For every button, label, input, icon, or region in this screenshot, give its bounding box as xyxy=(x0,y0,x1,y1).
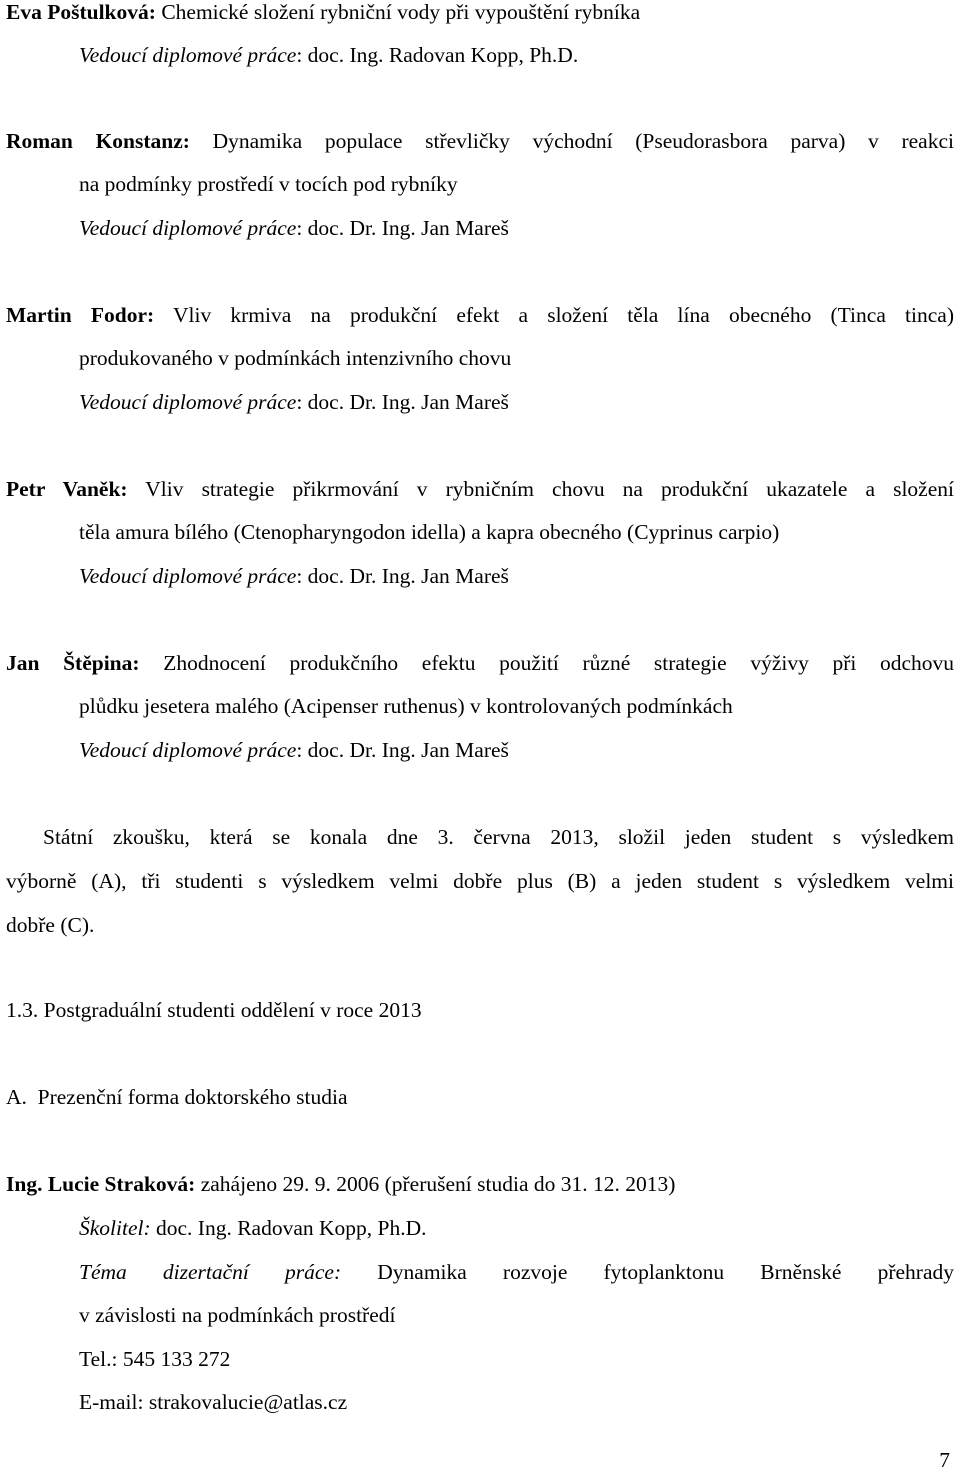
thesis-4-title-line-2: těla amura bílého (Ctenopharyngodon idella) a kapra obecného (Cyprinus carpio) xyxy=(79,520,780,544)
thesis-1-author: Eva Poštulková: xyxy=(6,0,156,24)
exam-paragraph-line-1: Státní zkoušku, která se konala dne 3. června 2013, složil jeden student s výsledkem xyxy=(43,825,954,849)
thesis-5-supervisor: Vedoucí diplomové práce: doc. Dr. Ing. Jan Mareš xyxy=(79,738,509,762)
dissertation-topic-line-2: v závislosti na podmínkách prostředí xyxy=(79,1303,396,1327)
thesis-3-author: Martin Fodor: xyxy=(6,303,155,327)
thesis-2-supervisor: Vedoucí diplomové práce: doc. Dr. Ing. Jan Mareš xyxy=(79,216,509,240)
thesis-3-title-line-1: Martin Fodor: Vliv krmiva na produkční efekt a složení těla lína obecného (Tinca tinca) xyxy=(6,303,954,327)
thesis-5-title-line-2: plůdku jesetera malého (Acipenser ruthenus) v kontrolovaných podmínkách xyxy=(79,694,733,718)
thesis-1-supervisor: Vedoucí diplomové práce: doc. Ing. Radovan Kopp, Ph.D. xyxy=(79,43,579,67)
section-heading: 1.3. Postgraduální studenti oddělení v roce 2013 xyxy=(6,998,422,1022)
student-phone: Tel.: 545 133 272 xyxy=(79,1347,231,1371)
thesis-1-title-line-1: Eva Poštulková: Chemické složení rybniční vody při vypouštění rybníka xyxy=(6,0,641,24)
thesis-2-author: Roman Konstanz: xyxy=(6,129,190,153)
exam-paragraph-line-3: dobře (C). xyxy=(6,913,95,937)
thesis-3-supervisor: Vedoucí diplomové práce: doc. Dr. Ing. Jan Mareš xyxy=(79,390,509,414)
study-start: zahájeno 29. 9. 2006 (přerušení studia do 31. 12. 2013) xyxy=(195,1172,676,1196)
dissertation-topic-line-1: Téma dizertační práce: Dynamika rozvoje fytoplanktonu Brněnské přehrady xyxy=(79,1260,954,1284)
student-email: E-mail: strakovalucie@atlas.cz xyxy=(79,1390,348,1414)
thesis-4-author: Petr Vaněk: xyxy=(6,477,128,501)
thesis-2-title-line-2: na podmínky prostředí v tocích pod rybníky xyxy=(79,172,458,196)
page-number: 7 xyxy=(939,1448,950,1472)
student-name-line xyxy=(6,1172,954,1198)
thesis-4-supervisor: Vedoucí diplomové práce: doc. Dr. Ing. Jan Mareš xyxy=(79,564,509,588)
thesis-5-title-line-1: Jan Štěpina: Zhodnocení produkčního efektu použití různé strategie výživy při odchovu xyxy=(6,651,955,675)
thesis-2-title-line-1: Roman Konstanz: Dynamika populace střevličky východní (Pseudorasbora parva) v reakci xyxy=(6,129,954,153)
thesis-5-author: Jan Štěpina: xyxy=(6,651,140,675)
exam-paragraph-line-2: výborně (A), tři studenti s výsledkem velmi dobře plus (B) a jeden student s výsledkem velmi xyxy=(6,869,954,893)
thesis-3-title-line-2: produkovaného v podmínkách intenzivního chovu xyxy=(79,346,512,370)
student-supervisor: Školitel: doc. Ing. Radovan Kopp, Ph.D. xyxy=(79,1216,427,1240)
subsection-heading: A. Prezenční forma doktorského studia xyxy=(6,1085,348,1109)
student-name: Ing. Lucie Straková: xyxy=(6,1172,196,1196)
thesis-4-title-line-1: Petr Vaněk: Vliv strategie přikrmování v rybničním chovu na produkční ukazatele a složení xyxy=(6,477,954,501)
